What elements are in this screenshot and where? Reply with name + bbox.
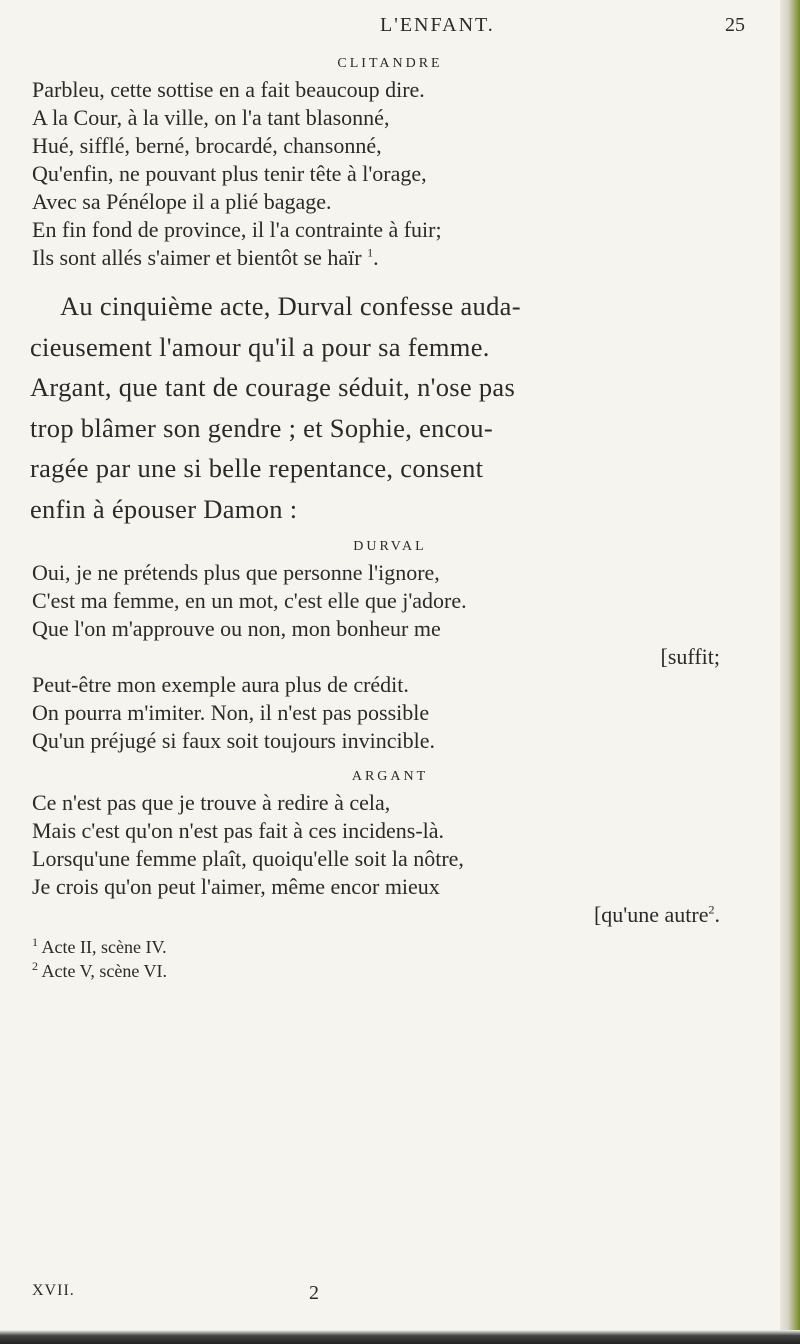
- punctuation: .: [373, 245, 379, 270]
- verse-continuation: [30, 901, 750, 929]
- footnote-ref: 1: [367, 245, 374, 260]
- running-title: L'ENFANT.: [380, 14, 495, 36]
- scan-bottom-edge: [0, 1330, 800, 1344]
- book-edge: [780, 0, 800, 1344]
- verse-line: Lorsqu'une femme plaît, quoiqu'elle soit la nôtre,: [32, 846, 464, 871]
- footnote: [32, 959, 750, 983]
- prose-line: trop blâmer son gendre ; et Sophie, encou-: [30, 412, 493, 443]
- prose-paragraph: [30, 286, 750, 529]
- verse-line: Oui, je ne prétends plus que personne l'ignore,: [32, 560, 440, 585]
- verse-line: Parbleu, cette sottise en a fait beaucoup dire.: [32, 77, 425, 102]
- footnote-mark: 1: [32, 935, 38, 949]
- speaker-name: CLITANDRE: [337, 56, 443, 71]
- verse-line: Hué, sifflé, berné, brocardé, chansonné,: [32, 133, 382, 158]
- speaker-name: DURVAL: [353, 539, 427, 554]
- verse-line: En fin fond de province, il l'a contrainte à fuir;: [32, 217, 442, 242]
- page-content: [30, 56, 750, 983]
- verse-line: Je crois qu'on peut l'aimer, même encor mieux: [32, 874, 440, 899]
- prose-line: enfin à épouser Damon :: [30, 493, 298, 524]
- punctuation: .: [714, 902, 720, 927]
- verse-line: Mais c'est qu'on n'est pas fait à ces incidens-là.: [32, 818, 445, 843]
- prose-line: Au cinquième acte, Durval confesse auda-: [60, 291, 521, 321]
- verse-line: Avec sa Pénélope il a plié bagage.: [32, 189, 332, 214]
- verse-text: [qu'une autre: [593, 902, 709, 927]
- footnote-mark: 2: [32, 959, 38, 973]
- prose-line: Argant, que tant de courage séduit, n'ose pas: [30, 372, 516, 402]
- verse-line: Que l'on m'approuve ou non, mon bonheur me: [32, 616, 441, 641]
- verse-line: On pourra m'imiter. Non, il n'est pas possible: [32, 700, 430, 725]
- footnote-ref: 2: [708, 902, 715, 917]
- footnote-text: Acte II, scène IV.: [41, 937, 167, 957]
- verse-line: [30, 244, 750, 272]
- speaker-name: ARGANT: [351, 769, 429, 784]
- verse-line: C'est ma femme, en un mot, c'est elle que j'adore.: [32, 588, 467, 613]
- verse-continuation: [suffit;: [660, 644, 720, 669]
- prose-line: cieusement l'amour qu'il a pour sa femme.: [30, 331, 490, 362]
- signature-mark: XVII.: [32, 1282, 75, 1299]
- page-header: [0, 14, 780, 44]
- verse-line: Peut-être mon exemple aura plus de crédit.: [32, 672, 409, 697]
- verse-text: Ils sont allés s'aimer et bientôt se haïr: [32, 245, 362, 270]
- verse-line: A la Cour, à la ville, on l'a tant blasonné,: [32, 105, 390, 130]
- verse-line: Qu'enfin, ne pouvant plus tenir tête à l'orage,: [32, 161, 427, 186]
- footnote-text: Acte V, scène VI.: [41, 961, 167, 981]
- footnote: [32, 935, 750, 959]
- page-number: 25: [725, 14, 745, 36]
- prose-line: ragée par une si belle repentance, consent: [30, 453, 484, 483]
- signature-number: 2: [309, 1282, 319, 1304]
- verse-line: Qu'un préjugé si faux soit toujours invincible.: [32, 728, 435, 753]
- verse-line: Ce n'est pas que je trouve à redire à cela,: [32, 790, 391, 815]
- footnotes: [30, 935, 750, 983]
